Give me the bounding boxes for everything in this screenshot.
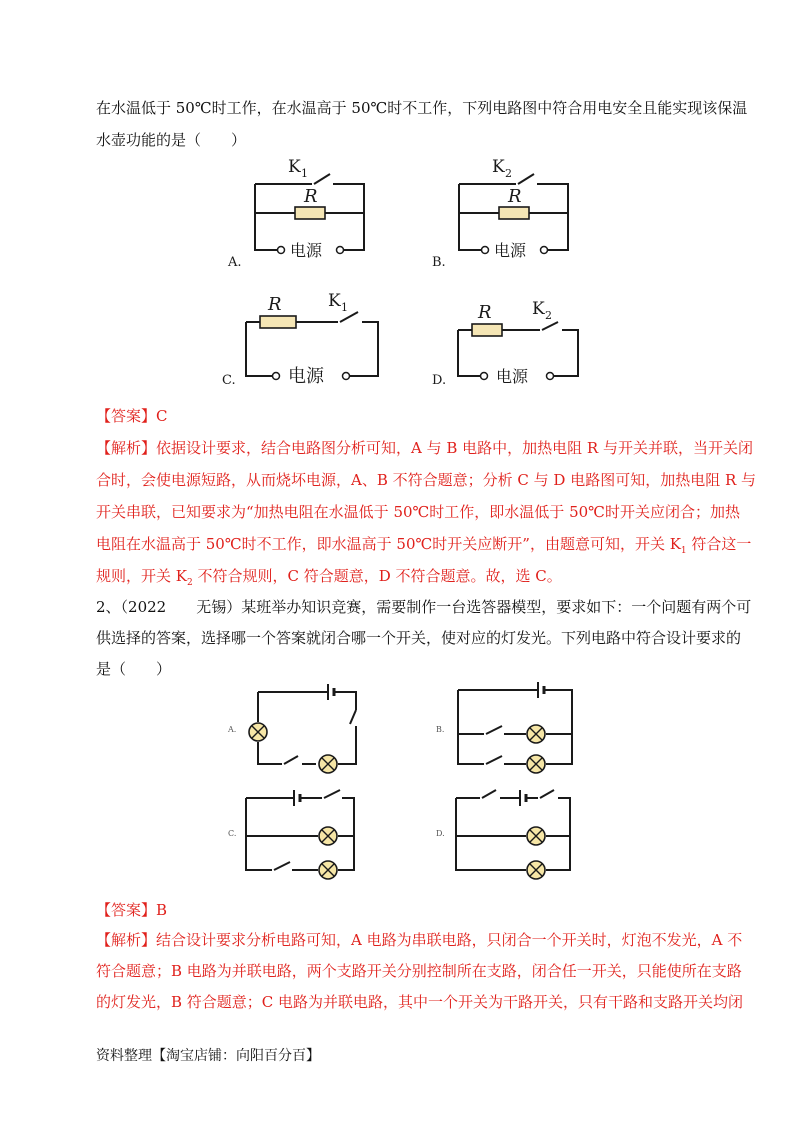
q1-a-k-label: K bbox=[288, 157, 301, 177]
q1-answer: 【答案】C bbox=[96, 407, 168, 425]
q1-analysis-3: 开关串联，已知要求为“加热电阻在水温低于 50℃时工作，即水温低于 50℃时开关应闭合；加热 bbox=[96, 503, 740, 521]
q1-d-supply-label: 电源 bbox=[496, 367, 529, 386]
q1-b-letter: B. bbox=[432, 255, 446, 270]
q1-b-k-label: K bbox=[492, 157, 505, 177]
q2-answer: 【答案】B bbox=[96, 901, 168, 919]
q1-line-2: 水壶功能的是（ ） bbox=[96, 131, 247, 149]
q2-line-3: 是（ ） bbox=[96, 660, 172, 678]
q1-b-supply-label: 电源 bbox=[494, 241, 527, 260]
q1-c-k-label: K bbox=[328, 291, 341, 311]
q1-circuit-c bbox=[216, 288, 386, 398]
q1-b-k-sub: 2 bbox=[505, 167, 512, 180]
q1-d-k-sub: 2 bbox=[545, 309, 552, 322]
q1-c-letter: C. bbox=[222, 373, 236, 388]
q2-d-letter: D. bbox=[436, 829, 445, 838]
q1-c-supply-label: 电源 bbox=[288, 366, 324, 387]
q2-analysis-1: 【解析】结合设计要求分析电路可知，A 电路为串联电路，只闭合一个开关时，灯泡不发光，A 不 bbox=[96, 931, 743, 949]
q1-analysis-2: 合时，会使电源短路，从而烧坏电源，A、B 不符合题意；分析 C 与 D 电路图可知，加热电阻 R 与 bbox=[96, 471, 757, 489]
q1-a-r-label: R bbox=[304, 186, 318, 207]
q1-d-k-label: K bbox=[532, 299, 545, 319]
q1-a-k-sub: 1 bbox=[301, 167, 308, 180]
q2-line-2: 供选择的答案，选择哪一个答案就闭合哪一个开关，使对应的灯发光。下列电路中符合设计要求的 bbox=[96, 629, 742, 647]
q2-circuit-c bbox=[226, 788, 376, 888]
q2-b-letter: B. bbox=[436, 725, 445, 734]
q1-analysis-1: 【解析】依据设计要求，结合电路图分析可知，A 与 B 电路中，加热电阻 R 与开关并联，当开关闭 bbox=[96, 439, 753, 457]
q1-circuit-b bbox=[426, 150, 586, 270]
q2-analysis-3: 的灯发光，B 符合题意；C 电路为并联电路，其中一个开关为干路开关，只有干路和支路开关均闭 bbox=[96, 993, 744, 1011]
k2-subscript: 2 bbox=[186, 578, 193, 588]
q2-a-letter: A. bbox=[228, 725, 237, 734]
q2-circuit-b bbox=[434, 680, 584, 780]
q2-c-letter: C. bbox=[228, 829, 237, 838]
q1-b-r-label: R bbox=[508, 186, 522, 207]
q1-circuit-a bbox=[222, 150, 382, 270]
q2-circuit-d bbox=[434, 788, 584, 888]
q2-circuit-a bbox=[226, 680, 376, 780]
q1-d-letter: D. bbox=[432, 373, 447, 388]
q1-d-r-label: R bbox=[478, 302, 492, 323]
q1-a-supply-label: 电源 bbox=[290, 241, 323, 260]
q2-analysis-2: 符合题意；B 电路为并联电路，两个支路开关分别控制所在支路，闭合任一开关，只能使所在支路 bbox=[96, 962, 742, 980]
q1-analysis-5: 规则，开关 $K_2$ 不符合规则，C 符合题意，D 不符合题意。故，选 C。 bbox=[96, 567, 562, 588]
q1-analysis-4: 电阻在水温高于 50℃时不工作，即水温高于 50℃时开关应断开”，由题意可知，开关 $K_1$ 符合这一 bbox=[96, 535, 752, 556]
q1-line-1: 在水温低于 50℃时工作，在水温高于 50℃时不工作，下列电路图中符合用电安全且能实现该保温 bbox=[96, 99, 748, 117]
q1-c-r-label: R bbox=[268, 294, 282, 315]
q1-c-k-sub: 1 bbox=[341, 301, 348, 314]
q2-line-1: 2、（2022 无锡）某班举办知识竞赛，需要制作一台选答器模型，要求如下：一个问题有两个可 bbox=[96, 598, 752, 616]
q1-a-letter: A. bbox=[228, 255, 242, 270]
page-footer: 资料整理【淘宝店铺：向阳百分百】 bbox=[96, 1048, 320, 1064]
q1-circuit-d bbox=[428, 296, 588, 396]
k1-subscript: 1 bbox=[680, 546, 687, 556]
